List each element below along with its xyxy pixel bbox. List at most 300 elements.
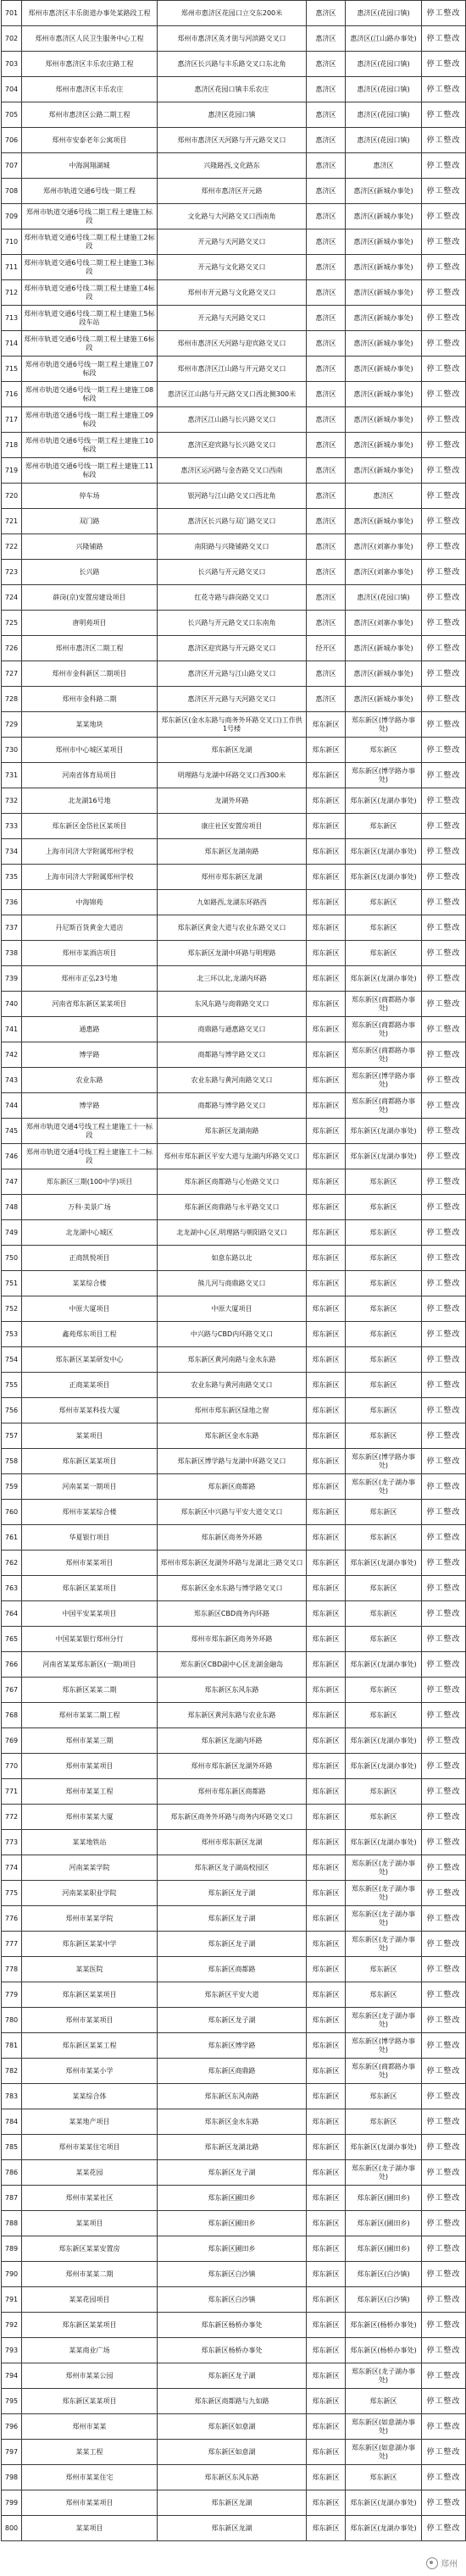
table-row bbox=[2, 712, 466, 738]
table-row bbox=[2, 1932, 466, 1957]
jurisdiction-cell: 惠济区(江山路办事处) bbox=[346, 26, 422, 52]
project-name-cell: 某某综合体 bbox=[22, 2084, 158, 2109]
project-location-cell: 郑东新区CBD副中心区龙湖金融岛 bbox=[158, 1652, 307, 1678]
project-name-cell: 郑州市正弘23号地 bbox=[22, 966, 158, 992]
project-name-cell: 郑州市某某公园 bbox=[22, 2363, 158, 2389]
action-status-cell: 停工整改 bbox=[422, 357, 466, 382]
district-cell: 郑东新区 bbox=[307, 1855, 346, 1881]
district-cell: 郑东新区 bbox=[307, 1525, 346, 1551]
action-status-cell: 停工整改 bbox=[422, 1932, 466, 1957]
project-name-cell: 河南某某学院 bbox=[22, 1855, 158, 1881]
action-status-cell: 停工整改 bbox=[422, 2465, 466, 2490]
project-location-cell: 北三环以北,龙湖内环路 bbox=[158, 966, 307, 992]
district-cell: 郑东新区 bbox=[307, 992, 346, 1017]
district-cell: 惠济区 bbox=[307, 102, 346, 128]
project-name-cell: 郑州市轨道交通4号线工程土建施工十二标段 bbox=[22, 1144, 158, 1169]
table-row bbox=[2, 1627, 466, 1652]
table-row bbox=[2, 306, 466, 331]
jurisdiction-cell: 惠济区(新城办事处) bbox=[346, 687, 422, 712]
project-name-cell: 郑州市惠济区丰乐街道办事处某路段工程 bbox=[22, 1, 158, 26]
row-number-cell: 707 bbox=[2, 153, 22, 179]
district-cell: 郑东新区 bbox=[307, 2008, 346, 2033]
action-status-cell: 停工整改 bbox=[422, 280, 466, 306]
district-cell: 郑东新区 bbox=[307, 712, 346, 738]
project-name-cell: 北龙湖中心城区 bbox=[22, 1220, 158, 1246]
action-status-cell: 停工整改 bbox=[422, 1195, 466, 1220]
row-number-cell: 719 bbox=[2, 458, 22, 484]
project-name-cell: 郑州市某某 bbox=[22, 2414, 158, 2440]
jurisdiction-cell: 郑东新区 bbox=[346, 2109, 422, 2135]
project-name-cell: 兴隆铺路 bbox=[22, 534, 158, 560]
row-number-cell: 763 bbox=[2, 1576, 22, 1601]
action-status-cell: 停工整改 bbox=[422, 382, 466, 407]
table-row bbox=[2, 1474, 466, 1500]
district-cell: 惠济区 bbox=[307, 179, 346, 204]
row-number-cell: 765 bbox=[2, 1627, 22, 1652]
project-location-cell: 郑东新区(金水东路与商务外环路交叉口)工作供1号楼 bbox=[158, 712, 307, 738]
project-name-cell: 某某花园项目 bbox=[22, 2287, 158, 2313]
row-number-cell: 779 bbox=[2, 1982, 22, 2008]
district-cell: 郑东新区 bbox=[307, 2211, 346, 2236]
row-number-cell: 736 bbox=[2, 890, 22, 915]
table-row bbox=[2, 1017, 466, 1042]
action-status-cell: 停工整改 bbox=[422, 306, 466, 331]
jurisdiction-cell: 郑东新区 bbox=[346, 1347, 422, 1373]
action-status-cell: 停工整改 bbox=[422, 1957, 466, 1982]
table-row bbox=[2, 1296, 466, 1322]
action-status-cell: 停工整改 bbox=[422, 1068, 466, 1093]
action-status-cell: 停工整改 bbox=[422, 941, 466, 966]
jurisdiction-cell: 惠济区(新城办事处) bbox=[346, 458, 422, 484]
jurisdiction-cell: 郑东新区(龙子湖办事处) bbox=[346, 1906, 422, 1932]
project-location-cell: 兴隆路西,文化路东 bbox=[158, 153, 307, 179]
project-name-cell: 郑州市中心城区某项目 bbox=[22, 738, 158, 763]
table-row bbox=[2, 1220, 466, 1246]
row-number-cell: 731 bbox=[2, 763, 22, 788]
row-number-cell: 717 bbox=[2, 407, 22, 433]
action-status-cell: 停工整改 bbox=[422, 1093, 466, 1119]
table-row bbox=[2, 2262, 466, 2287]
project-location-cell: 郑东新区黄河南路与金水东路 bbox=[158, 1347, 307, 1373]
district-cell: 郑东新区 bbox=[307, 2465, 346, 2490]
project-location-cell: 九如路西,龙湖东环路西 bbox=[158, 890, 307, 915]
action-status-cell: 停工整改 bbox=[422, 2135, 466, 2160]
jurisdiction-cell: 惠济区(刘寨办事处) bbox=[346, 560, 422, 585]
project-name-cell: 停车场 bbox=[22, 484, 158, 509]
district-cell: 郑东新区 bbox=[307, 1830, 346, 1855]
project-location-cell: 郑州市郑东新区绿地之窗 bbox=[158, 1398, 307, 1423]
table-row bbox=[2, 1093, 466, 1119]
row-number-cell: 796 bbox=[2, 2414, 22, 2440]
project-location-cell: 文化路与大河路交叉口西南角 bbox=[158, 204, 307, 229]
row-number-cell: 744 bbox=[2, 1093, 22, 1119]
project-name-cell: 郑东新区三期(100中学)项目 bbox=[22, 1169, 158, 1195]
table-row bbox=[2, 458, 466, 484]
row-number-cell: 742 bbox=[2, 1042, 22, 1068]
project-name-cell: 双门路 bbox=[22, 509, 158, 534]
project-location-cell: 郑东新区杨桥办事处 bbox=[158, 2338, 307, 2363]
project-location-cell: 郑东新区金水东路 bbox=[158, 2109, 307, 2135]
row-number-cell: 781 bbox=[2, 2033, 22, 2059]
project-name-cell: 郑州市某某学院 bbox=[22, 1906, 158, 1932]
row-number-cell: 795 bbox=[2, 2389, 22, 2414]
table-row bbox=[2, 128, 466, 153]
project-location-cell: 郑东新区龙湖 bbox=[158, 2516, 307, 2541]
project-name-cell: 郑州市轨道交通6号线二期工程土建施工标段 bbox=[22, 204, 158, 229]
district-cell: 郑东新区 bbox=[307, 1779, 346, 1805]
row-number-cell: 732 bbox=[2, 788, 22, 814]
action-status-cell: 停工整改 bbox=[422, 77, 466, 102]
project-name-cell: 郑东新区某某项目 bbox=[22, 2389, 158, 2414]
action-status-cell: 停工整改 bbox=[422, 407, 466, 433]
project-location-cell: 熊儿河与商鼎路交叉口 bbox=[158, 1271, 307, 1296]
action-status-cell: 停工整改 bbox=[422, 1373, 466, 1398]
row-number-cell: 718 bbox=[2, 433, 22, 458]
table-row bbox=[2, 1881, 466, 1906]
jurisdiction-cell: 郑东新区(龙湖办事处) bbox=[346, 865, 422, 890]
table-row bbox=[2, 890, 466, 915]
row-number-cell: 797 bbox=[2, 2440, 22, 2465]
jurisdiction-cell: 惠济区(新城办事处) bbox=[346, 280, 422, 306]
project-location-cell: 郑东新区龙湖内环路 bbox=[158, 1728, 307, 1754]
action-status-cell: 停工整改 bbox=[422, 229, 466, 255]
row-number-cell: 749 bbox=[2, 1220, 22, 1246]
action-status-cell: 停工整改 bbox=[422, 1398, 466, 1423]
row-number-cell: 726 bbox=[2, 636, 22, 661]
project-name-cell: 郑州市轨道交通6号线一期工程土建施工11标段 bbox=[22, 458, 158, 484]
project-location-cell: 东风东路与商鼎路交叉口 bbox=[158, 992, 307, 1017]
district-cell: 惠济区 bbox=[307, 153, 346, 179]
action-status-cell: 停工整改 bbox=[422, 687, 466, 712]
action-status-cell: 停工整改 bbox=[422, 1271, 466, 1296]
district-cell: 郑东新区 bbox=[307, 2363, 346, 2389]
row-number-cell: 771 bbox=[2, 1779, 22, 1805]
project-location-cell: 郑东新区龙湖中环路与明理路 bbox=[158, 941, 307, 966]
jurisdiction-cell: 郑东新区(圃田乡) bbox=[346, 2236, 422, 2262]
row-number-cell: 706 bbox=[2, 128, 22, 153]
district-cell: 郑东新区 bbox=[307, 2516, 346, 2541]
project-location-cell: 郑州市郑东新区龙湖外环路与龙湖北三路交叉口 bbox=[158, 1551, 307, 1576]
district-cell: 惠济区 bbox=[307, 77, 346, 102]
jurisdiction-cell: 郑东新区(龙子湖办事处) bbox=[346, 2008, 422, 2033]
action-status-cell: 停工整改 bbox=[422, 1525, 466, 1551]
jurisdiction-cell: 郑东新区 bbox=[346, 1423, 422, 1449]
project-location-cell: 郑东新区商鼎路与永平路交叉口 bbox=[158, 1195, 307, 1220]
project-location-cell: 银河路与江山路交叉口西北角 bbox=[158, 484, 307, 509]
table-row bbox=[2, 814, 466, 839]
project-name-cell: 郑州市轨道交通6号线一期工程土建施工08标段 bbox=[22, 382, 158, 407]
district-cell: 郑东新区 bbox=[307, 1728, 346, 1754]
project-location-cell: 郑州市郑东新区龙湖外环路 bbox=[158, 1754, 307, 1779]
table-row bbox=[2, 382, 466, 407]
jurisdiction-cell: 郑东新区(如意湖办事处) bbox=[346, 2440, 422, 2465]
district-cell: 惠济区 bbox=[307, 1, 346, 26]
project-name-cell: 郑州市金科路二期 bbox=[22, 687, 158, 712]
jurisdiction-cell: 郑东新区(商都路办事处) bbox=[346, 1017, 422, 1042]
district-cell: 郑东新区 bbox=[307, 1398, 346, 1423]
table-row bbox=[2, 77, 466, 102]
row-number-cell: 741 bbox=[2, 1017, 22, 1042]
table-row bbox=[2, 2490, 466, 2516]
jurisdiction-cell: 惠济区(新城办事处) bbox=[346, 357, 422, 382]
district-cell: 郑东新区 bbox=[307, 1347, 346, 1373]
project-location-cell: 郑州市郑东新区平安大道与龙湖内环路交叉口 bbox=[158, 1144, 307, 1169]
table-row bbox=[2, 26, 466, 52]
project-table bbox=[1, 0, 466, 2541]
table-row bbox=[2, 2084, 466, 2109]
action-status-cell: 停工整改 bbox=[422, 2414, 466, 2440]
jurisdiction-cell: 郑东新区(龙子湖办事处) bbox=[346, 1474, 422, 1500]
row-number-cell: 752 bbox=[2, 1296, 22, 1322]
table-row bbox=[2, 1982, 466, 2008]
table-row bbox=[2, 534, 466, 560]
row-number-cell: 743 bbox=[2, 1068, 22, 1093]
project-location-cell: 郑州市郑东新区龙湖 bbox=[158, 865, 307, 890]
row-number-cell: 778 bbox=[2, 1957, 22, 1982]
project-name-cell: 某某项目 bbox=[22, 2211, 158, 2236]
district-cell: 郑东新区 bbox=[307, 763, 346, 788]
project-name-cell: 郑州市某某项目 bbox=[22, 2490, 158, 2516]
project-location-cell: 郑州市惠济区花园口立交东200米 bbox=[158, 1, 307, 26]
table-row bbox=[2, 788, 466, 814]
row-number-cell: 754 bbox=[2, 1347, 22, 1373]
jurisdiction-cell: 郑东新区 bbox=[346, 1398, 422, 1423]
district-cell: 郑东新区 bbox=[307, 1805, 346, 1830]
jurisdiction-cell: 惠济区(新城办事处) bbox=[346, 407, 422, 433]
action-status-cell: 停工整改 bbox=[422, 1042, 466, 1068]
jurisdiction-cell: 郑东新区(龙湖办事处) bbox=[346, 1119, 422, 1144]
action-status-cell: 停工整改 bbox=[422, 128, 466, 153]
district-cell: 郑东新区 bbox=[307, 1500, 346, 1525]
project-name-cell: 河南某某一期项目 bbox=[22, 1474, 158, 1500]
project-location-cell: 商都路与博学路交叉口 bbox=[158, 1042, 307, 1068]
action-status-cell: 停工整改 bbox=[422, 712, 466, 738]
project-location-cell: 红花寺路与薛岗路交叉口 bbox=[158, 585, 307, 611]
action-status-cell: 停工整改 bbox=[422, 865, 466, 890]
project-location-cell: 郑东新区中兴路与平安大道交叉口 bbox=[158, 1500, 307, 1525]
project-location-cell: 郑州市惠济区江山路与开元路交叉口 bbox=[158, 357, 307, 382]
table-row bbox=[2, 1, 466, 26]
project-location-cell: 明理路与龙湖中环路交叉口西300米 bbox=[158, 763, 307, 788]
row-number-cell: 710 bbox=[2, 229, 22, 255]
project-location-cell: 郑州市惠济区英才街与河滨路交叉口 bbox=[158, 26, 307, 52]
table-row bbox=[2, 2338, 466, 2363]
action-status-cell: 停工整改 bbox=[422, 661, 466, 687]
table-row bbox=[2, 1678, 466, 1703]
jurisdiction-cell: 郑东新区(龙湖办事处) bbox=[346, 1830, 422, 1855]
district-cell: 郑东新区 bbox=[307, 1423, 346, 1449]
row-number-cell: 728 bbox=[2, 687, 22, 712]
table-row bbox=[2, 611, 466, 636]
district-cell: 郑东新区 bbox=[307, 1042, 346, 1068]
project-name-cell: 鑫苑郑东项目工程 bbox=[22, 1322, 158, 1347]
project-location-cell: 郑东新区圃田乡 bbox=[158, 2211, 307, 2236]
table-row bbox=[2, 102, 466, 128]
jurisdiction-cell: 惠济区(刘寨办事处) bbox=[346, 534, 422, 560]
district-cell: 郑东新区 bbox=[307, 915, 346, 941]
jurisdiction-cell: 惠济区(新城办事处) bbox=[346, 331, 422, 357]
row-number-cell: 784 bbox=[2, 2109, 22, 2135]
row-number-cell: 739 bbox=[2, 966, 22, 992]
table-row bbox=[2, 357, 466, 382]
table-row bbox=[2, 433, 466, 458]
jurisdiction-cell: 惠济区(花园口镇) bbox=[346, 128, 422, 153]
action-status-cell: 停工整改 bbox=[422, 1881, 466, 1906]
project-location-cell: 农业东路与黄河南路交叉口 bbox=[158, 1373, 307, 1398]
row-number-cell: 793 bbox=[2, 2338, 22, 2363]
table-row bbox=[2, 966, 466, 992]
jurisdiction-cell: 惠济区 bbox=[346, 153, 422, 179]
action-status-cell: 停工整改 bbox=[422, 2490, 466, 2516]
table-row bbox=[2, 204, 466, 229]
district-cell: 惠济区 bbox=[307, 280, 346, 306]
action-status-cell: 停工整改 bbox=[422, 1423, 466, 1449]
district-cell: 郑东新区 bbox=[307, 2084, 346, 2109]
table-row bbox=[2, 1246, 466, 1271]
project-name-cell: 唐明苑项目 bbox=[22, 611, 158, 636]
jurisdiction-cell: 郑东新区(商都路办事处) bbox=[346, 2059, 422, 2084]
table-row bbox=[2, 1195, 466, 1220]
district-cell: 惠济区 bbox=[307, 204, 346, 229]
project-name-cell: 郑东新区某某项目 bbox=[22, 2313, 158, 2338]
table-row bbox=[2, 2313, 466, 2338]
district-cell: 郑东新区 bbox=[307, 1322, 346, 1347]
project-location-cell: 郑东新区黄河东路与农业东路 bbox=[158, 1703, 307, 1728]
table-row bbox=[2, 585, 466, 611]
row-number-cell: 711 bbox=[2, 255, 22, 280]
action-status-cell: 停工整改 bbox=[422, 1322, 466, 1347]
table-row bbox=[2, 1576, 466, 1601]
action-status-cell: 停工整改 bbox=[422, 1703, 466, 1728]
row-number-cell: 721 bbox=[2, 509, 22, 534]
project-name-cell: 某某医院 bbox=[22, 1957, 158, 1982]
row-number-cell: 757 bbox=[2, 1423, 22, 1449]
district-cell: 郑东新区 bbox=[307, 1068, 346, 1093]
watermark bbox=[426, 2557, 458, 2569]
row-number-cell: 701 bbox=[2, 1, 22, 26]
jurisdiction-cell: 郑东新区(龙湖办事处) bbox=[346, 2490, 422, 2516]
action-status-cell: 停工整改 bbox=[422, 636, 466, 661]
project-location-cell: 郑东新区商都路 bbox=[158, 1957, 307, 1982]
action-status-cell: 停工整改 bbox=[422, 2516, 466, 2541]
table-row bbox=[2, 1500, 466, 1525]
project-name-cell: 郑州市某某大厦 bbox=[22, 1805, 158, 1830]
action-status-cell: 停工整改 bbox=[422, 1678, 466, 1703]
jurisdiction-cell: 郑东新区 bbox=[346, 1296, 422, 1322]
table-row bbox=[2, 636, 466, 661]
district-cell: 郑东新区 bbox=[307, 890, 346, 915]
jurisdiction-cell: 惠济区(新城办事处) bbox=[346, 229, 422, 255]
project-location-cell: 北龙湖中心区,明理路与朝阳路交叉口 bbox=[158, 1220, 307, 1246]
row-number-cell: 751 bbox=[2, 1271, 22, 1296]
table-row bbox=[2, 1449, 466, 1474]
table-body bbox=[2, 1, 466, 2541]
table-row bbox=[2, 2389, 466, 2414]
project-location-cell: 龙湖外环路 bbox=[158, 788, 307, 814]
row-number-cell: 791 bbox=[2, 2287, 22, 2313]
action-status-cell: 停工整改 bbox=[422, 2338, 466, 2363]
action-status-cell: 停工整改 bbox=[422, 2186, 466, 2211]
district-cell: 郑东新区 bbox=[307, 2059, 346, 2084]
action-status-cell: 停工整改 bbox=[422, 1, 466, 26]
row-number-cell: 722 bbox=[2, 534, 22, 560]
project-location-cell: 郑东新区龙湖 bbox=[158, 2490, 307, 2516]
table-row bbox=[2, 1601, 466, 1627]
jurisdiction-cell: 郑东新区 bbox=[346, 738, 422, 763]
project-name-cell: 郑州市惠济区丰乐农庄路工程 bbox=[22, 52, 158, 77]
row-number-cell: 723 bbox=[2, 560, 22, 585]
project-name-cell: 薛岗(京)安置房建设项目 bbox=[22, 585, 158, 611]
table-row bbox=[2, 2109, 466, 2135]
project-location-cell: 开元路与天河路交叉口 bbox=[158, 229, 307, 255]
project-name-cell: 上海市同济大学附属郑州学校 bbox=[22, 865, 158, 890]
jurisdiction-cell: 郑东新区(白沙镇) bbox=[346, 2287, 422, 2313]
row-number-cell: 780 bbox=[2, 2008, 22, 2033]
project-name-cell: 某某地铁站 bbox=[22, 1830, 158, 1855]
jurisdiction-cell: 郑东新区 bbox=[346, 1576, 422, 1601]
jurisdiction-cell: 郑东新区 bbox=[346, 1703, 422, 1728]
project-location-cell: 惠济区开元路与天河路交叉口 bbox=[158, 687, 307, 712]
project-location-cell: 惠济区运河路与金杏路交叉口西南 bbox=[158, 458, 307, 484]
project-name-cell: 某某项目 bbox=[22, 1423, 158, 1449]
project-location-cell: 郑州市郑东新区商都路 bbox=[158, 1779, 307, 1805]
project-location-cell: 郑东新区商务外环路与商务内环路交叉口 bbox=[158, 1805, 307, 1830]
jurisdiction-cell: 郑东新区(龙子湖办事处) bbox=[346, 1881, 422, 1906]
district-cell: 经开区 bbox=[307, 636, 346, 661]
project-name-cell: 郑东新区某某中学 bbox=[22, 1932, 158, 1957]
project-name-cell: 河南省体育局项目 bbox=[22, 763, 158, 788]
table-row bbox=[2, 1652, 466, 1678]
project-location-cell: 郑东新区商都路与心怡路交叉口 bbox=[158, 1169, 307, 1195]
table-row bbox=[2, 2135, 466, 2160]
district-cell: 郑东新区 bbox=[307, 2414, 346, 2440]
row-number-cell: 715 bbox=[2, 357, 22, 382]
jurisdiction-cell: 郑东新区 bbox=[346, 1982, 422, 2008]
project-name-cell: 上海市同济大学附属郑州学校 bbox=[22, 839, 158, 865]
row-number-cell: 753 bbox=[2, 1322, 22, 1347]
project-location-cell: 郑东新区博学路 bbox=[158, 2033, 307, 2059]
row-number-cell: 709 bbox=[2, 204, 22, 229]
project-location-cell: 郑东新区龙子湖 bbox=[158, 2363, 307, 2389]
project-location-cell: 郑东新区商鼎路 bbox=[158, 2059, 307, 2084]
project-location-cell: 惠济区迎宾路与长兴路交叉口 bbox=[158, 433, 307, 458]
table-row bbox=[2, 1728, 466, 1754]
project-location-cell: 郑州市惠济区天河路与迎宾路交叉口 bbox=[158, 331, 307, 357]
action-status-cell: 停工整改 bbox=[422, 738, 466, 763]
action-status-cell: 停工整改 bbox=[422, 255, 466, 280]
project-name-cell: 长兴路 bbox=[22, 560, 158, 585]
project-location-cell: 郑东新区杨桥办事处 bbox=[158, 2313, 307, 2338]
action-status-cell: 停工整改 bbox=[422, 585, 466, 611]
table-row bbox=[2, 839, 466, 865]
district-cell: 郑东新区 bbox=[307, 2287, 346, 2313]
district-cell: 惠济区 bbox=[307, 26, 346, 52]
project-name-cell: 郑州市某某项目 bbox=[22, 1551, 158, 1576]
table-row bbox=[2, 2033, 466, 2059]
project-location-cell: 郑东新区黄金大道与农业东路交叉口 bbox=[158, 915, 307, 941]
project-name-cell: 郑东新区金岱社区某项目 bbox=[22, 814, 158, 839]
district-cell: 惠济区 bbox=[307, 407, 346, 433]
table-row bbox=[2, 2008, 466, 2033]
jurisdiction-cell: 郑东新区 bbox=[346, 1322, 422, 1347]
project-name-cell: 中国某某银行郑州分行 bbox=[22, 1627, 158, 1652]
row-number-cell: 735 bbox=[2, 865, 22, 890]
district-cell: 惠济区 bbox=[307, 229, 346, 255]
action-status-cell: 停工整改 bbox=[422, 1779, 466, 1805]
action-status-cell: 停工整改 bbox=[422, 1652, 466, 1678]
action-status-cell: 停工整改 bbox=[422, 2211, 466, 2236]
district-cell: 惠济区 bbox=[307, 458, 346, 484]
